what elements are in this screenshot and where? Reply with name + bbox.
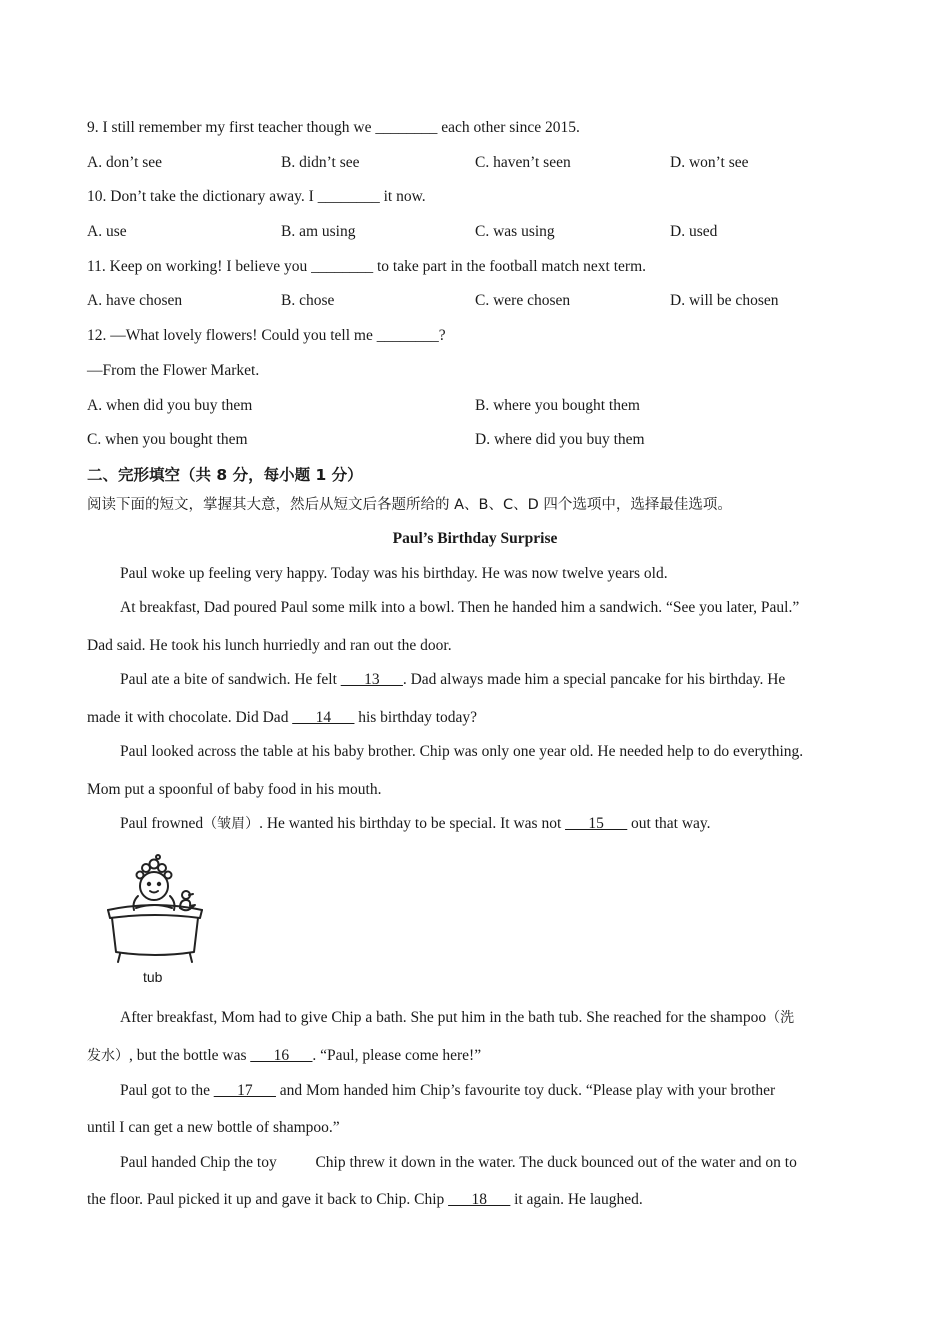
- p6-text: After breakfast, Mom had to give Chip a bath. She put him in the bath tub. She reached for the shampoo: [120, 1009, 767, 1026]
- p3b-text: made it with chocolate. Did Dad: [87, 709, 293, 726]
- blank-17: ___17___: [213, 1082, 276, 1099]
- passage-paragraph-7: [120, 1081, 775, 1101]
- p6b-text: , but the bottle was: [129, 1047, 251, 1064]
- q12-option-c: C. when you bought them: [87, 431, 248, 448]
- passage-paragraph-6: [120, 1008, 794, 1028]
- p6b-gloss: 发水）: [87, 1048, 129, 1064]
- p6b-text-end: . “Paul, please come here!”: [312, 1047, 482, 1064]
- passage-paragraph-3: [120, 670, 785, 690]
- passage-paragraph-2: At breakfast, Dad poured Paul some milk into a bowl. Then he handed him a sandwich. “See you later, Paul.”: [120, 599, 800, 616]
- p6-gloss: （洗: [766, 1010, 795, 1026]
- question-12-text-end: ?: [438, 327, 446, 344]
- question-9-blank: ________: [375, 119, 438, 136]
- question-11: [87, 257, 646, 277]
- blank-13: ___13___: [340, 671, 403, 688]
- question-9-text: 9. I still remember my first teacher though we: [87, 119, 376, 136]
- passage-paragraph-7-cont: until I can get a new bottle of shampoo.”: [87, 1119, 340, 1136]
- question-12-text: 12. —What lovely flowers! Could you tell me: [87, 327, 377, 344]
- blank-14: ___14___: [292, 709, 355, 726]
- question-10-blank: ________: [317, 188, 380, 205]
- blank-15: ___15___: [565, 815, 628, 832]
- q9-option-c: C. haven’t seen: [475, 154, 571, 171]
- q9-option-b: B. didn’t see: [281, 154, 360, 171]
- q12-option-d: D. where did you buy them: [475, 431, 645, 448]
- p7-text: Paul got to the: [120, 1082, 214, 1099]
- question-10-text: 10. Don’t take the dictionary away. I: [87, 188, 318, 205]
- q10-option-b: B. am using: [281, 223, 356, 240]
- passage-paragraph-4-cont: Mom put a spoonful of baby food in his mouth.: [87, 781, 382, 798]
- question-12-answer-line: —From the Flower Market.: [87, 362, 260, 379]
- passage-title: Paul’s Birthday Surprise: [392, 530, 558, 547]
- q10-option-c: C. was using: [475, 223, 555, 240]
- p5-text: Paul frowned: [120, 815, 204, 832]
- p8b-text-end: it again. He laughed.: [510, 1191, 643, 1208]
- question-11-blank: ________: [311, 258, 374, 275]
- question-12: [87, 326, 446, 346]
- q12-option-a: A. when did you buy them: [87, 397, 253, 414]
- question-9: [87, 118, 580, 138]
- p5-text-mid: . He wanted his birthday to be special. It was not: [259, 815, 566, 832]
- question-11-text: 11. Keep on working! I believe you: [87, 258, 312, 275]
- q12-option-b: B. where you bought them: [475, 397, 640, 414]
- passage-paragraph-8: Paul handed Chip the toy Chip threw it down in the water. The duck bounced out of the water and on to: [120, 1154, 797, 1171]
- q11-option-a: A. have chosen: [87, 292, 183, 309]
- q9-option-a: A. don’t see: [87, 154, 163, 171]
- question-9-text-end: each other since 2015.: [437, 119, 580, 136]
- p5-gloss: （皱眉）: [203, 816, 260, 832]
- p3b-text-end: his birthday today?: [354, 709, 478, 726]
- question-10: [87, 187, 426, 207]
- p3-text: Paul ate a bite of sandwich. He felt: [120, 671, 341, 688]
- q11-option-c: C. were chosen: [475, 292, 571, 309]
- question-12-blank: ________: [376, 327, 439, 344]
- p8b-text: the floor. Paul picked it up and gave it back to Chip. Chip: [87, 1191, 449, 1208]
- q10-option-d: D. used: [670, 223, 718, 240]
- section-instruction: 阅读下面的短文，掌握其大意，然后从短文后各题所给的 A、B、C、D 四个选项中，选择最佳选项。: [87, 497, 732, 513]
- blank-16: ___16___: [250, 1047, 313, 1064]
- passage-paragraph-5: [120, 814, 711, 834]
- p3-text-end: . Dad always made him a special pancake for his birthday. He: [402, 671, 786, 688]
- passage-paragraph-3-cont: [87, 708, 477, 728]
- passage-paragraph-1: Paul woke up feeling very happy. Today was his birthday. He was now twelve years old.: [120, 565, 668, 582]
- question-10-text-end: it now.: [379, 188, 426, 205]
- passage-paragraph-4: Paul looked across the table at his baby brother. Chip was only one year old. He needed help to do everything.: [120, 743, 804, 760]
- passage-paragraph-2-cont: Dad said. He took his lunch hurriedly and ran out the door.: [87, 637, 452, 654]
- section-heading: 二、完形填空（共 8 分，每小题 1 分）: [87, 466, 363, 484]
- p7-text-end: and Mom handed him Chip’s favourite toy duck. “Please play with your brother: [275, 1082, 776, 1099]
- figure-caption: tub: [143, 969, 163, 985]
- q11-option-d: D. will be chosen: [670, 292, 779, 309]
- passage-paragraph-6-cont: [87, 1046, 481, 1066]
- question-11-text-end: to take part in the football match next term.: [373, 258, 647, 275]
- q10-option-a: A. use: [87, 223, 127, 240]
- p5-text-end: out that way.: [627, 815, 711, 832]
- q11-option-b: B. chose: [281, 292, 335, 309]
- passage-paragraph-8-cont: [87, 1190, 643, 1210]
- q9-option-d: D. won’t see: [670, 154, 749, 171]
- blank-18: ___18___: [448, 1191, 511, 1208]
